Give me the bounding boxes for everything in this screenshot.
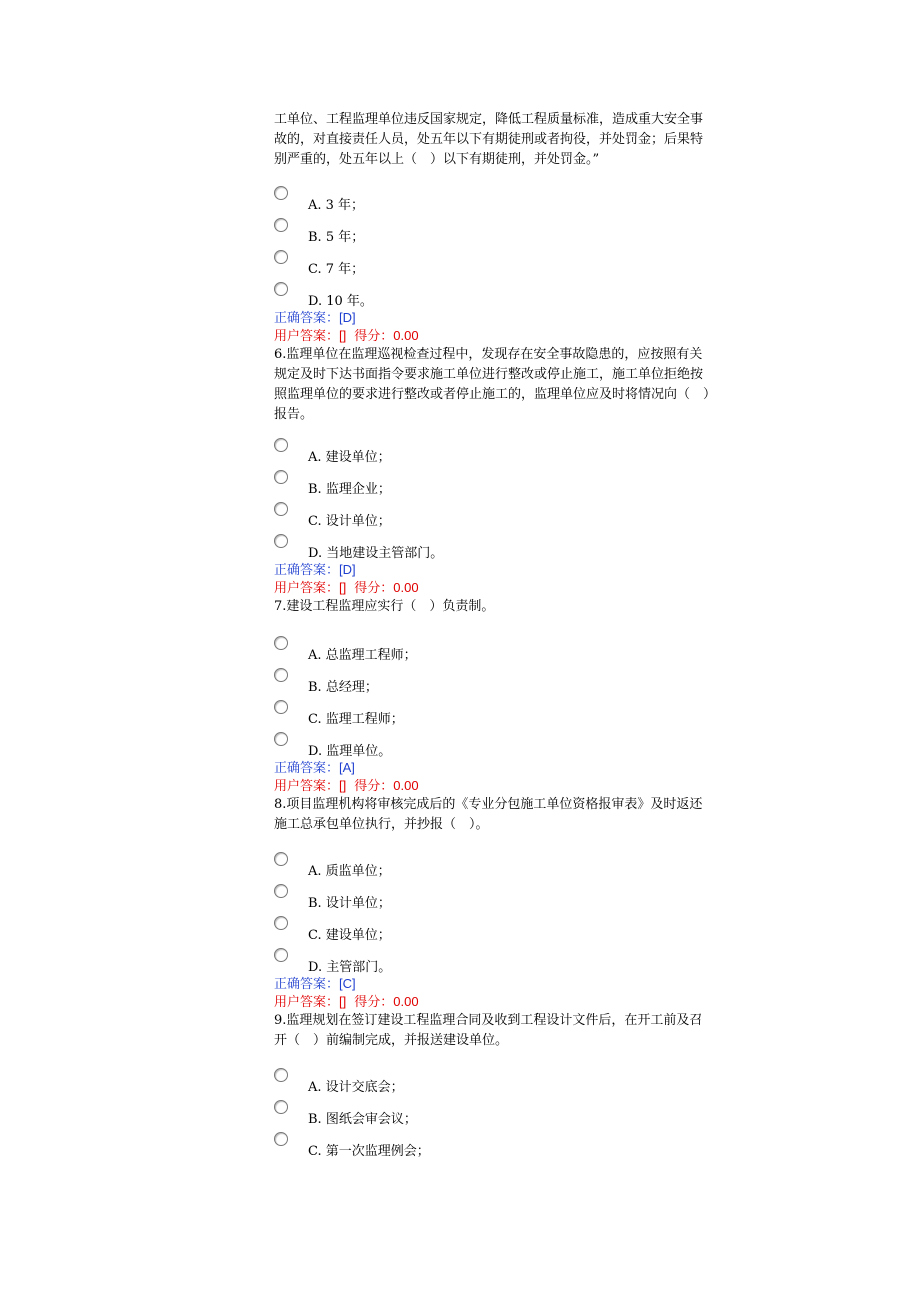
correct-answer-label: 正确答案： xyxy=(274,562,340,577)
radio-button[interactable] xyxy=(274,502,288,516)
correct-answer xyxy=(274,309,356,327)
option-label: A. 建设单位； xyxy=(308,450,391,465)
user-answer-label: 用户答案： xyxy=(274,778,340,793)
radio-button[interactable] xyxy=(274,1068,288,1082)
radio-button[interactable] xyxy=(274,186,288,200)
question-5-option-c[interactable] xyxy=(274,250,714,282)
score-label: 得分： xyxy=(354,778,394,793)
question-8-option-b[interactable] xyxy=(274,884,714,916)
option-label: B. 总经理； xyxy=(308,680,378,695)
correct-answer xyxy=(274,975,356,993)
question-8-option-a[interactable] xyxy=(274,852,714,884)
radio-button[interactable] xyxy=(274,916,288,930)
score-value: 0.00 xyxy=(393,580,419,595)
radio-button[interactable] xyxy=(274,700,288,714)
radio-button[interactable] xyxy=(274,884,288,898)
user-answer-label: 用户答案： xyxy=(274,328,340,343)
user-answer-value: [] xyxy=(339,580,347,595)
question-7-option-a[interactable] xyxy=(274,636,714,668)
user-answer-value: [] xyxy=(339,778,347,793)
option-label: B. 监理企业； xyxy=(308,482,391,497)
question-6-text: 6.监理单位在监理巡视检查过程中，发现存在安全事故隐患的，应按照有关规定及时下达书面指令要求施工单位进行整改或停止施工，施工单位拒绝按照监理单位的要求进行整改或者停止施工的，监理单位应及时将情况向（ ）报告。 xyxy=(274,347,710,422)
option-label: B. 设计单位； xyxy=(308,896,391,911)
option-label: D. 当地建设主管部门。 xyxy=(308,546,444,561)
question-8-option-c[interactable] xyxy=(274,916,714,948)
option-label: C. 第一次监理例会； xyxy=(308,1144,430,1159)
question-7-option-c[interactable] xyxy=(274,700,714,732)
correct-answer-value: [D] xyxy=(339,310,356,325)
radio-button[interactable] xyxy=(274,852,288,866)
option-label: A. 设计交底会； xyxy=(308,1080,404,1095)
radio-button[interactable] xyxy=(274,250,288,264)
user-answer-value: [] xyxy=(339,328,347,343)
user-answer-label: 用户答案： xyxy=(274,580,340,595)
radio-button[interactable] xyxy=(274,438,288,452)
radio-button[interactable] xyxy=(274,636,288,650)
user-answer xyxy=(274,579,419,597)
user-answer xyxy=(274,327,419,345)
correct-answer xyxy=(274,561,356,579)
question-5-option-b[interactable] xyxy=(274,218,714,250)
score-value: 0.00 xyxy=(393,778,419,793)
option-label: B. 图纸会审会议； xyxy=(308,1112,417,1127)
radio-button[interactable] xyxy=(274,218,288,232)
correct-answer-label: 正确答案： xyxy=(274,760,340,775)
radio-button[interactable] xyxy=(274,282,288,296)
question-9-option-c[interactable] xyxy=(274,1132,714,1164)
score-value: 0.00 xyxy=(393,994,419,1009)
option-label: C. 7 年； xyxy=(308,262,365,277)
score-label: 得分： xyxy=(354,580,394,595)
option-label: C. 建设单位； xyxy=(308,928,391,943)
question-7-text: 7.建设工程监理应实行（ ）负责制。 xyxy=(274,599,495,614)
option-label: A. 总监理工程师； xyxy=(308,648,417,663)
correct-answer-label: 正确答案： xyxy=(274,976,340,991)
option-label: A. 质监单位； xyxy=(308,864,391,879)
question-6-option-b[interactable] xyxy=(274,470,714,502)
question-6-option-a[interactable] xyxy=(274,438,714,470)
correct-answer-label: 正确答案： xyxy=(274,310,340,325)
option-label: D. 监理单位。 xyxy=(308,744,392,759)
score-value: 0.00 xyxy=(393,328,419,343)
user-answer-label: 用户答案： xyxy=(274,994,340,1009)
correct-answer xyxy=(274,759,355,777)
radio-button[interactable] xyxy=(274,732,288,746)
radio-button[interactable] xyxy=(274,1100,288,1114)
question-9-text: 9.监理规划在签订建设工程监理合同及收到工程设计文件后，在开工前及召开（ ）前编制完成，并报送建设单位。 xyxy=(274,1013,703,1048)
user-answer xyxy=(274,777,419,795)
option-label: C. 设计单位； xyxy=(308,514,391,529)
user-answer-value: [] xyxy=(339,994,347,1009)
option-label: D. 10 年。 xyxy=(308,294,373,309)
radio-button[interactable] xyxy=(274,1132,288,1146)
question-5-text: 工单位、工程监理单位违反国家规定，降低工程质量标准，造成重大安全事故的，对直接责任人员，处五年以下有期徒刑或者拘役，并处罚金；后果特别严重的，处五年以上（ ）以下有期徒刑，并处罚金。” xyxy=(274,112,704,167)
correct-answer-value: [C] xyxy=(339,976,356,991)
question-7-option-b[interactable] xyxy=(274,668,714,700)
radio-button[interactable] xyxy=(274,668,288,682)
radio-button[interactable] xyxy=(274,534,288,548)
question-5-option-a[interactable] xyxy=(274,186,714,218)
question-6-option-c[interactable] xyxy=(274,502,714,534)
option-label: B. 5 年； xyxy=(308,230,365,245)
radio-button[interactable] xyxy=(274,470,288,484)
option-label: D. 主管部门。 xyxy=(308,960,392,975)
correct-answer-value: [A] xyxy=(339,760,355,775)
question-8-text: 8.项目监理机构将审核完成后的《专业分包施工单位资格报审表》及时返还施工总承包单位执行，并抄报（ ）。 xyxy=(274,797,703,832)
radio-button[interactable] xyxy=(274,948,288,962)
score-label: 得分： xyxy=(354,328,394,343)
option-label: A. 3 年； xyxy=(308,198,365,213)
question-9-option-b[interactable] xyxy=(274,1100,714,1132)
question-9-option-a[interactable] xyxy=(274,1068,714,1100)
score-label: 得分： xyxy=(354,994,394,1009)
user-answer xyxy=(274,993,419,1011)
option-label: C. 监理工程师； xyxy=(308,712,404,727)
correct-answer-value: [D] xyxy=(339,562,356,577)
